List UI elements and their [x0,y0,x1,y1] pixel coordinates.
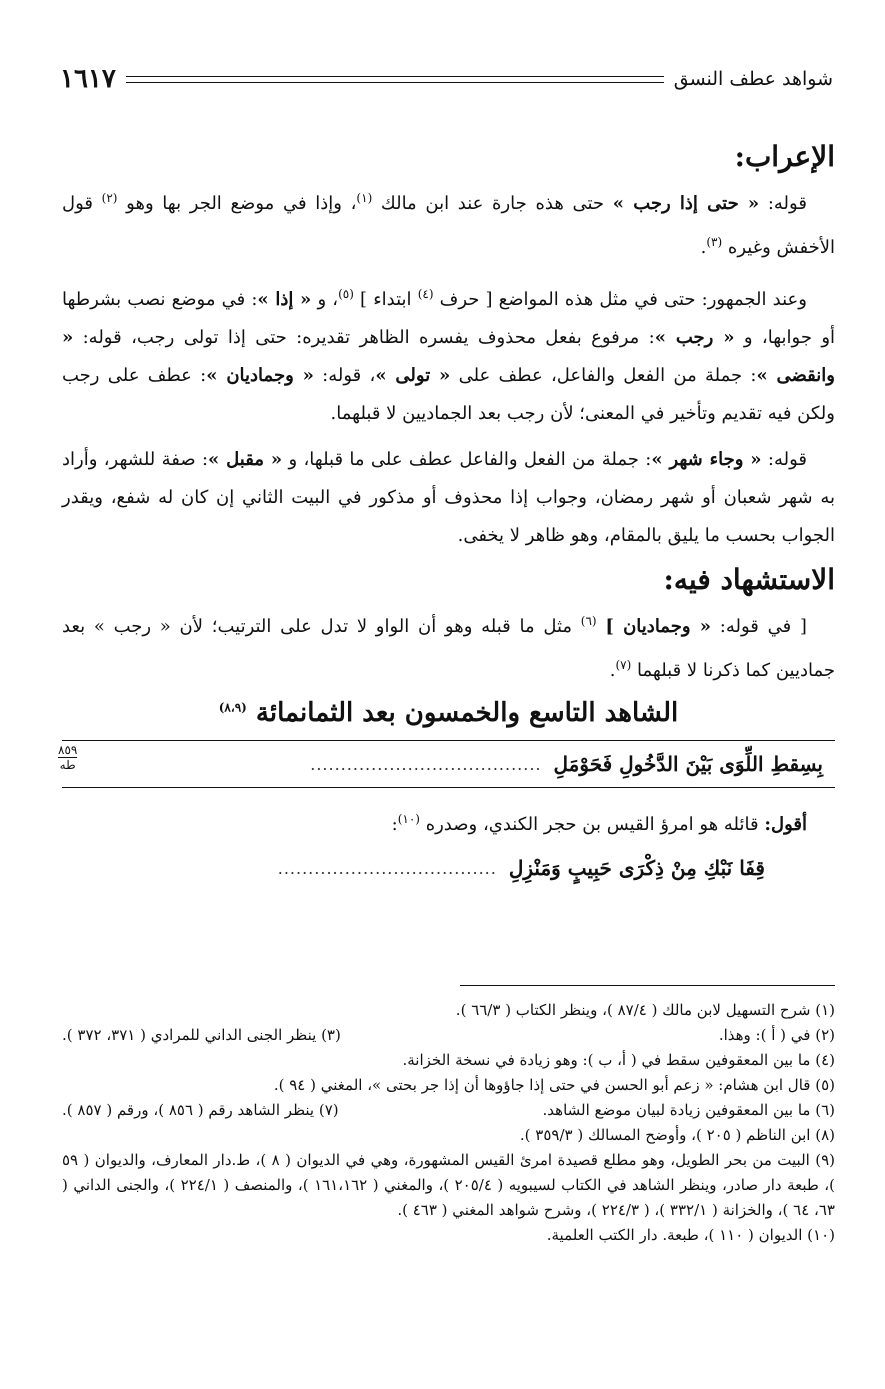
p2-text3: ، و [317,289,339,310]
verse-number-sub: طه [59,758,76,772]
p2-text8: : عطف على رجب ولكن فيه تقديم وتأخير في المعنى؛ لأن رجب بعد الجماديين لا قبلهما. [62,365,835,424]
running-title: شواهد عطف النسق [673,68,833,90]
section-heading-irab: الإعراب: [734,140,835,173]
page-number: ١٦١٧ [60,64,116,94]
footnote-ref-4: (٤) [417,287,434,301]
p3-quote-2: « مقبل » [208,449,283,470]
footnote-10: (١٠) الديوان ( ١١٠ )، طبعة. دار الكتب العلمية. [546,1226,835,1244]
p1-quote: « حتى إذا رجب » [612,193,760,214]
p1-end: . [700,237,707,258]
p1-text2: ، وإذا في موضع الجر بها وهو [126,193,357,214]
p2-text7: ، قوله: [322,365,376,386]
p2-text6: : جملة من الفعل والفاعل، عطف على [458,365,757,386]
p2-quote-1: « إذا » [257,289,312,310]
footnote-3: (٣) ينظر الجنى الداني للمرادي ( ٣٧١، ٣٧٢ ). [62,1026,341,1044]
p4-text1: [ في قوله: [719,616,807,637]
p4-quote-1: « وجماديان ] [605,616,712,637]
footnote-8: (٨) ابن الناظم ( ٢٠٥ )، وأوضح المسالك ( ٣٥٩/٣ ). [519,1126,835,1144]
footnote-separator [460,985,835,986]
verse-box [58,740,835,788]
verse-dots: ...................................... [310,754,542,774]
p1-text3: قول الأخفش وغيره [62,193,835,258]
paragraph-3 [62,441,835,555]
footnote-ref-7: (٧) [615,658,632,672]
footnote-ref-5: (٥) [338,287,354,301]
p3-quote-1: « وجاء شهر » [651,449,762,470]
footnote-1: (١) شرح التسهيل لابن مالك ( ٨٧/٤ )، وينظر الكتاب ( ٦٦/٣ ). [455,1001,835,1019]
shahid-footnote-ref: (٨،٩) [218,700,247,715]
p2-quote-2: « رجب » [654,327,735,348]
footnote-ref-1: (١) [356,191,373,205]
page-header [60,64,833,94]
p2-text4: : في موضع نصب بشرطها أو جوابها، و [62,289,836,348]
p2-quote-4: « تولى » [375,365,451,386]
footnote-5: (٥) قال ابن هشام: « زعم أبو الحسن في حتى إذا جاؤوها أن إذا جر بحتى »، المغني ( ٩٤ ). [273,1076,835,1094]
p2-text2: ابتداء ] [360,289,412,310]
p2-text5: : مرفوع بفعل محذوف يفسره الظاهر تقديره: حتى إذا تولى رجب، قوله: [82,327,655,348]
shahid-title: الشاهد التاسع والخمسون بعد الثمانمائة [255,698,679,728]
main-text [58,140,836,888]
p1-text1: حتى هذه جارة عند ابن مالك [380,193,605,214]
aqul-text: قائله هو امرؤ القيس بن حجر الكندي، وصدره [425,814,759,835]
footnotes [62,998,835,1248]
footnote-2: (٢) في ( أ ): وهذا. [718,1026,835,1044]
verse-number [58,743,77,772]
p3-text1: : جملة من الفعل والفاعل عطف على ما قبلها، و [288,449,652,470]
p3-lead: قوله: [767,449,807,470]
section-heading-istishhad: الاستشهاد فيه: [663,563,835,596]
p4-text2: مثل ما قبله وهو أن الواو لا تدل على الترتيب؛ لأن « رجب » بعد جماديين كما ذكرنا لا قبلهما [62,616,835,681]
aqul-end: : [391,814,398,835]
p1-lead: قوله: [767,193,807,214]
p4-end: . [609,660,616,681]
footnote-ref-10: (١٠) [397,812,420,826]
footnote-6: (٦) ما بين المعقوفين زيادة لبيان موضع الشاهد. [542,1101,835,1119]
paragraph-1 [62,179,835,267]
p3-text2: : صفة للشهر، وأراد به شهر شعبان أو شهر رمضان، وجواب إذا محذوف أو مذكور في البيت الثاني إن كان له شفع، ويقدر الجواب بحسب ما يليق بالمقام، وهو ظاهر لا يخفى. [62,449,835,546]
footnote-row-2-3 [62,1023,835,1048]
footnote-ref-6: (٦) [580,614,597,628]
aqul-lead: أقول: [764,814,807,835]
footnote-9: (٩) البيت من بحر الطويل، وهو مطلع قصيدة امرئ القيس المشهورة، وهي في الديوان ( ٨ )، ط.دار المعارف، والديوان ( ٥٩ )، طبعة دار صادر، وينظر الشاهد في الكتاب لسيبويه ( ٢٠٥/٤ )، والمغني ( ١٦١،١٦٢ )، والمنصف ( ٢٢٤/١ )، والجنى الداني ( ٦٣، ٦٤ )، والخزانة ( ٣٣٢/١ )، ( ٢٢٤/٣ )، وشرح شواهد المغني ( ٤٦٣ ). [62,1151,835,1219]
p2-quote-5: « وجماديان » [206,365,314,386]
footnote-7: (٧) ينظر الشاهد رقم ( ٨٥٦ )، ورقم ( ٨٥٧ ). [62,1101,339,1119]
aqul-paragraph [62,802,835,842]
p2-text1: وعند الجمهور: حتى في مثل هذه المواضع [ حرف [439,289,807,310]
p2-quote-3: « وانقضى » [62,327,835,386]
verse-first-hemistich: قِفَا نَبْكِ مِنْ ذِكْرَى حَبِيبٍ وَمَنْزِلِ [508,856,765,880]
verse2-dots: .................................... [277,858,497,878]
paragraph-4 [62,602,835,690]
verse-second-hemistich: بِسِقطِ اللِّوَى بَيْنَ الدَّخُولِ فَحَوْمَلِ [553,752,823,776]
verse-first-hemistich-row [202,848,765,888]
header-rule [126,76,664,83]
footnote-ref-3: (٣) [706,235,723,249]
paragraph-2 [62,275,835,433]
verse-number-value: ٨٥٩ [58,743,78,757]
footnote-ref-2: (٢) [101,191,118,205]
footnote-row-6-7 [62,1098,835,1123]
shahid-heading [62,698,835,728]
footnote-4: (٤) ما بين المعقوفين سقط في ( أ، ب ): وهو زيادة في نسخة الخزانة. [402,1051,835,1069]
